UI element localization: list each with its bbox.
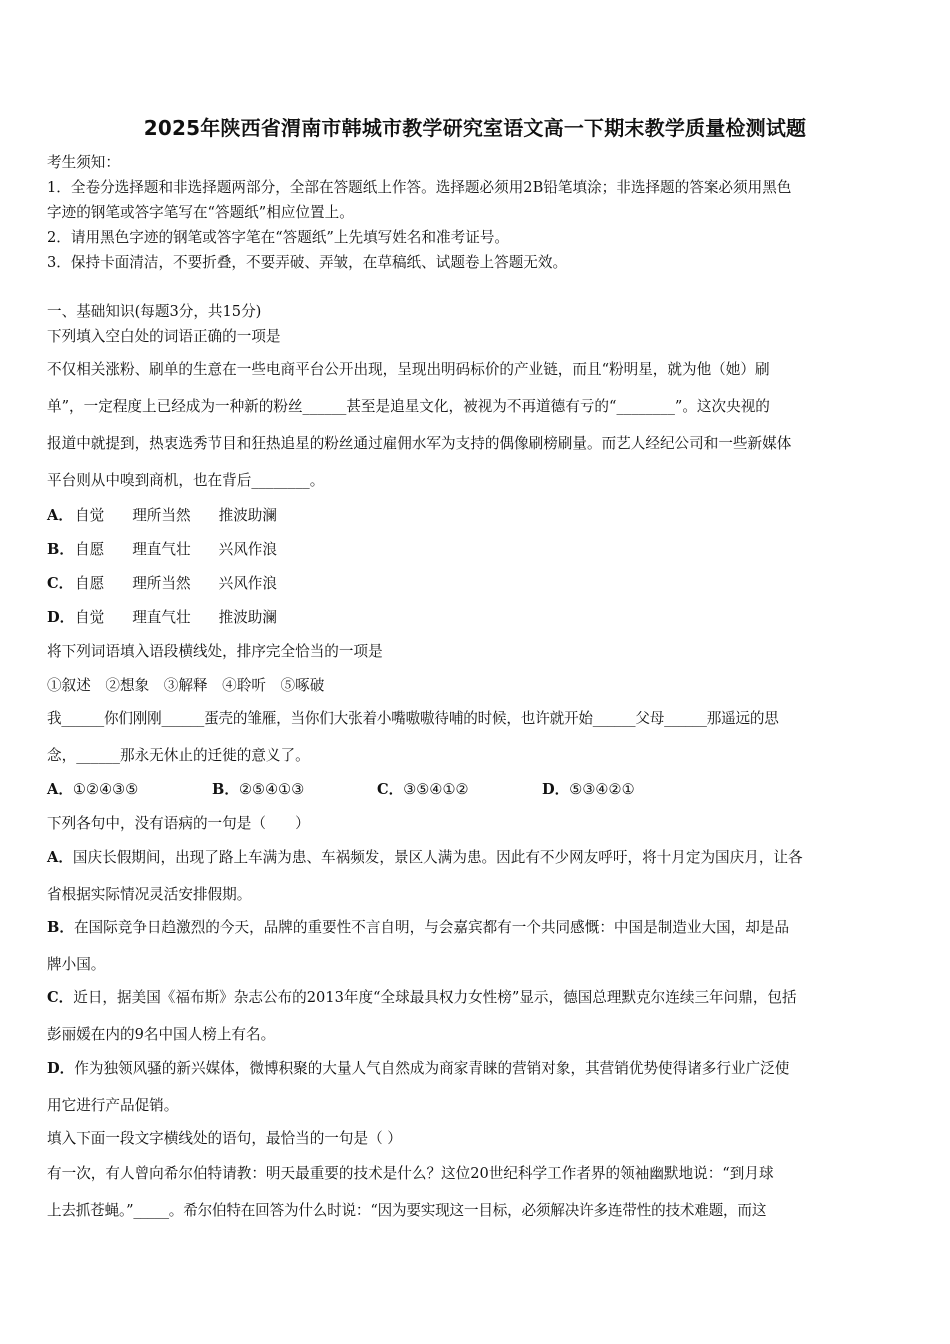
option-word: 理所当然 xyxy=(132,507,191,524)
passage-line: 念，______那永无休止的迁徙的意义了。 xyxy=(47,747,310,764)
choice-label: A． xyxy=(47,781,73,798)
option-b[interactable] xyxy=(47,918,907,938)
page-title: 2025年陕西省渭南市韩城市教学研究室语文高一下期末教学质量检测试题 xyxy=(143,116,807,140)
option-d[interactable] xyxy=(47,608,907,628)
passage-line: 单”，一定程度上已经成为一种新的粉丝______甚至是追星文化，被视为不再道德有亏的“________”。这次央视的 xyxy=(47,398,770,415)
option-word: 推波助澜 xyxy=(218,507,277,524)
option-continuation: 彭丽媛在内的9名中国人榜上有名。 xyxy=(47,1026,276,1043)
choice-text: ③⑤④①② xyxy=(403,781,469,798)
option-text: 近日，据美国《福布斯》杂志公布的2013年度“全球最具权力女性榜”显示，德国总理默克尔连续三年问鼎，包括 xyxy=(73,989,797,1006)
option-word: 自愿 xyxy=(75,575,105,592)
option-label: D． xyxy=(47,1060,75,1077)
option-word: 自愿 xyxy=(75,541,105,558)
option-word: 自觉 xyxy=(75,609,105,626)
notice-item: 2．请用黑色字迹的钢笔或答字笔在“答题纸”上先填写姓名和准考证号。 xyxy=(47,229,510,246)
option-word: 自觉 xyxy=(75,507,105,524)
option-c[interactable] xyxy=(47,574,907,594)
question-stem: 将下列词语填入语段横线处，排序完全恰当的一项是 xyxy=(47,643,383,660)
choice-b[interactable] xyxy=(212,780,377,800)
option-c[interactable] xyxy=(47,988,907,1008)
choice-label: C． xyxy=(377,781,404,798)
option-word: 理直气壮 xyxy=(132,609,191,626)
option-label: B． xyxy=(47,919,74,936)
choice-a[interactable] xyxy=(47,780,212,800)
option-word: 兴风作浪 xyxy=(218,575,277,592)
option-word: 兴风作浪 xyxy=(218,541,277,558)
option-a[interactable] xyxy=(47,848,907,868)
option-a[interactable] xyxy=(47,506,907,526)
passage-line: 平台则从中嗅到商机，也在背后________。 xyxy=(47,472,325,489)
option-continuation: 牌小国。 xyxy=(47,956,106,973)
option-label: C． xyxy=(47,989,74,1006)
passage-line: 有一次，有人曾向希尔伯特请教：明天最重要的技术是什么？这位20世纪科学工作者界的领袖幽默地说：“到月球 xyxy=(47,1165,774,1182)
choice-c[interactable] xyxy=(377,780,542,800)
notice-item: 字迹的钢笔或答字笔写在“答题纸”相应位置上。 xyxy=(47,204,354,221)
passage-line: 报道中就提到，热衷选秀节目和狂热追星的粉丝通过雇佣水军为支持的偶像刷榜刷量。而艺人经纪公司和一些新媒体 xyxy=(47,435,792,452)
option-d[interactable] xyxy=(47,1059,907,1079)
option-continuation: 省根据实际情况灵活安排假期。 xyxy=(47,886,252,903)
passage-line: 不仅相关涨粉、刷单的生意在一些电商平台公开出现，呈现出明码标价的产业链，而且“粉明星，就为他（她）刷 xyxy=(47,361,770,378)
option-label: C． xyxy=(47,575,74,592)
section-heading: 一、基础知识(每题3分，共15分) xyxy=(47,303,262,320)
option-label: D． xyxy=(47,609,75,626)
option-word: 理所当然 xyxy=(132,575,191,592)
choice-d[interactable] xyxy=(542,780,707,800)
question-stem: 填入下面一段文字横线处的语句，最恰当的一句是（ ） xyxy=(47,1130,402,1147)
option-label: A． xyxy=(47,849,73,866)
option-word: 推波助澜 xyxy=(218,609,277,626)
choice-text: ①②④③⑤ xyxy=(72,781,139,798)
choice-text: ⑤③④②① xyxy=(569,781,635,798)
option-label: B． xyxy=(47,541,74,558)
option-label: A． xyxy=(47,507,73,524)
question-stem: 下列各句中，没有语病的一句是（ ） xyxy=(47,815,310,832)
choice-label: D． xyxy=(542,781,570,798)
option-text: 在国际竞争日趋激烈的今天，品牌的重要性不言自明，与会嘉宾都有一个共同感慨：中国是制造业大国，却是品 xyxy=(73,919,790,936)
choice-row xyxy=(47,780,907,800)
word-list: ①叙述 ②想象 ③解释 ④聆听 ⑤啄破 xyxy=(47,677,325,694)
notice-item: 3．保持卡面清洁，不要折叠，不要弄破、弄皱，在草稿纸、试题卷上答题无效。 xyxy=(47,254,568,271)
choice-label: B． xyxy=(212,781,239,798)
option-continuation: 用它进行产品促销。 xyxy=(47,1097,179,1114)
option-b[interactable] xyxy=(47,540,907,560)
notice-heading: 考生须知： xyxy=(47,154,120,171)
passage-line: 我______你们刚刚______蛋壳的雏雁，当你们大张着小嘴嗷嗷待哺的时候，也许就开始______父母______那遥远的思 xyxy=(47,710,779,727)
choice-text: ②⑤④①③ xyxy=(238,781,305,798)
option-text: 作为独领风骚的新兴媒体，微博积聚的大量人气自然成为商家青睐的营销对象，其营销优势使得诸多行业广泛使 xyxy=(74,1060,790,1077)
option-text: 国庆长假期间，出现了路上车满为患、车祸频发，景区人满为患。因此有不少网友呼吁，将十月定为国庆月，让各 xyxy=(72,849,803,866)
passage-line: 上去抓苍蝇。”_____。希尔伯特在回答为什么时说：“因为要实现这一目标，必须解决许多连带性的技术难题，而这 xyxy=(47,1202,767,1219)
notice-item: 1．全卷分选择题和非选择题两部分，全部在答题纸上作答。选择题必须用2B铅笔填涂；非选择题的答案必须用黑色 xyxy=(47,179,792,196)
question-stem: 下列填入空白处的词语正确的一项是 xyxy=(47,328,281,345)
option-word: 理直气壮 xyxy=(132,541,191,558)
